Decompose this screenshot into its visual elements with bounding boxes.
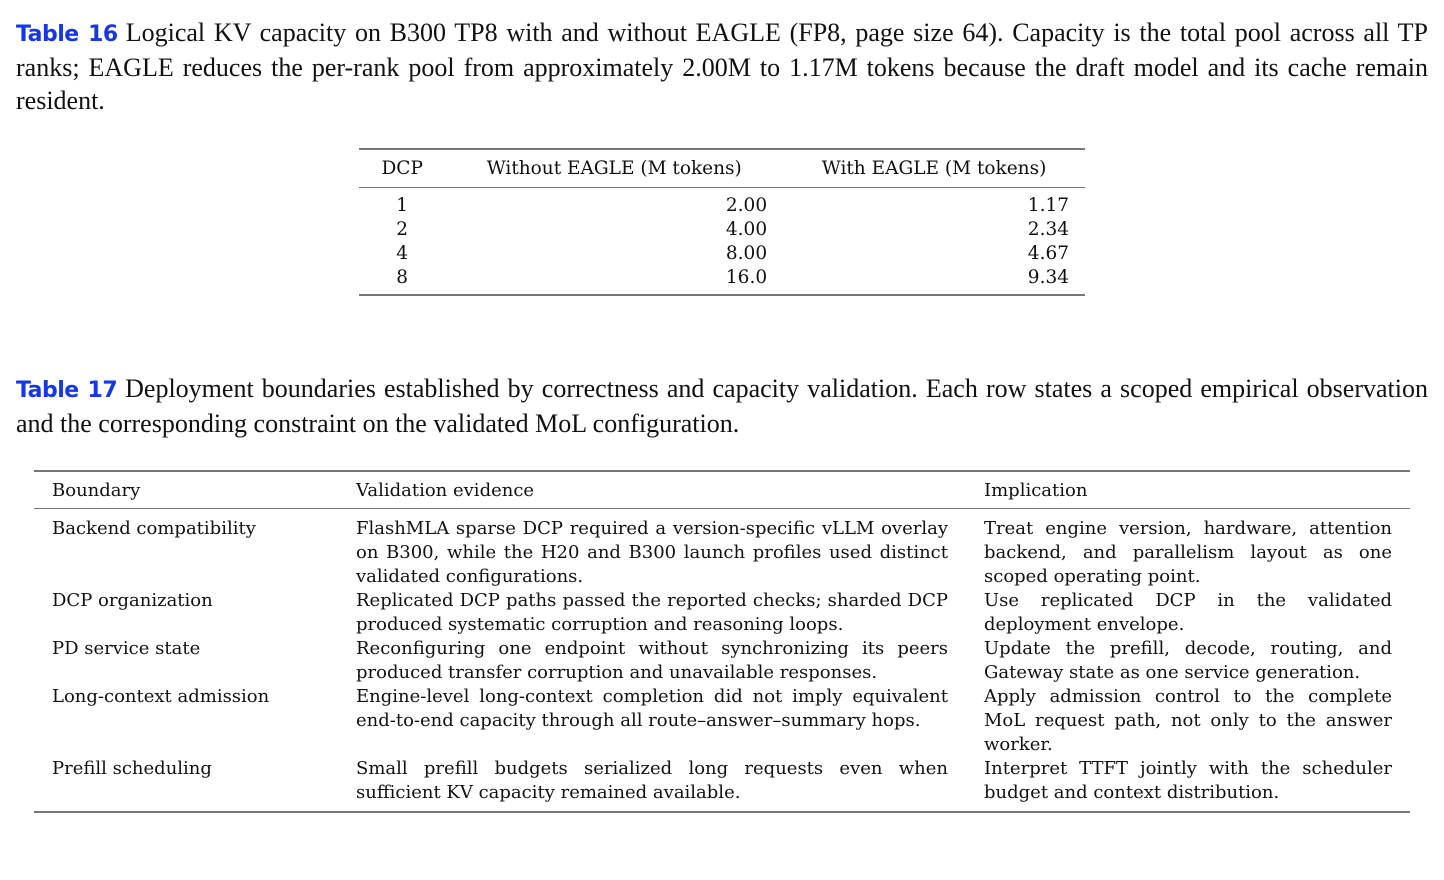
table-17 [34,470,1410,813]
implication-cell: Treat engine version, hardware, attention backend, and parallelism layout as one scoped operating point. [984,518,1392,587]
table-cell: 1.17 [1027,195,1069,216]
table-cell: 16.0 [725,267,768,288]
column-header-validation-evidence: Validation evidence [338,471,966,509]
table-17-caption [16,372,1428,440]
boundary-cell: PD service state [52,638,201,659]
implication-cell: Interpret TTFT jointly with the scheduler budget and context distribution. [984,758,1392,803]
table-row [359,266,1085,295]
table-cell: 4.00 [725,219,768,240]
column-header-dcp: DCP [359,149,445,188]
table-cell: 2.00 [725,195,768,216]
column-header-implication: Implication [966,471,1410,509]
boundary-cell: Long-context admission [52,686,270,707]
table-row [34,509,1410,590]
table-row [34,637,1410,685]
table-cell: 2 [396,219,409,240]
implication-cell: Update the prefill, decode, routing, and Gateway state as one service generation. [984,638,1392,683]
column-header-boundary: Boundary [34,471,338,509]
table-row [359,188,1085,219]
table-cell: 4.67 [1027,243,1069,264]
table-cell: 9.34 [1027,267,1069,288]
evidence-cell: Small prefill budgets serialized long requests even when sufficient KV capacity remained available. [356,758,948,803]
table-row [34,685,1410,757]
table-row [359,218,1085,242]
evidence-cell: Reconfiguring one endpoint without synchronizing its peers produced transfer corruption and unavailable responses. [356,638,948,683]
column-header-with-eagle: With EAGLE (M tokens) [783,149,1085,188]
table-16-caption-text: Logical KV capacity on B300 TP8 with and without EAGLE (FP8, page size 64). Capacity is the total pool across all TP ranks; EAGLE reduces the per-rank pool from approximately 2.00M to 1.17M tokens because the draft model and its cache remain resident. [16,18,1428,115]
table-17-header-row [34,471,1410,509]
table-17-label: Table 17 [16,378,118,403]
table-16-label: Table 16 [16,22,118,47]
table-16-header-row [359,149,1085,188]
table-16 [359,148,1085,296]
boundary-cell: Prefill scheduling [52,758,212,779]
table-cell: 2.34 [1027,219,1069,240]
boundary-cell: DCP organization [52,590,213,611]
column-header-without-eagle: Without EAGLE (M tokens) [445,149,783,188]
table-cell: 8.00 [725,243,768,264]
table-row [34,757,1410,812]
table-cell: 1 [396,195,409,216]
table-17-caption-text: Deployment boundaries established by correctness and capacity validation. Each row states a scoped empirical observation and the corresponding constraint on the validated MoL configuration. [16,374,1428,438]
table-row [34,589,1410,637]
table-16-caption [16,16,1428,117]
table-cell: 8 [396,267,409,288]
evidence-cell: Replicated DCP paths passed the reported checks; sharded DCP produced systematic corruption and reasoning loops. [356,590,948,635]
evidence-cell: FlashMLA sparse DCP required a version-specific vLLM overlay on B300, while the H20 and B300 launch profiles used distinct validated configurations. [356,518,948,587]
evidence-cell: Engine-level long-context completion did not imply equivalent end-to-end capacity through all route–answer–summary hops. [356,686,948,731]
implication-cell: Use replicated DCP in the validated deployment envelope. [984,590,1392,635]
table-cell: 4 [396,243,409,264]
implication-cell: Apply admission control to the complete MoL request path, not only to the answer worker. [984,686,1392,755]
table-row [359,242,1085,266]
boundary-cell: Backend compatibility [52,518,256,539]
